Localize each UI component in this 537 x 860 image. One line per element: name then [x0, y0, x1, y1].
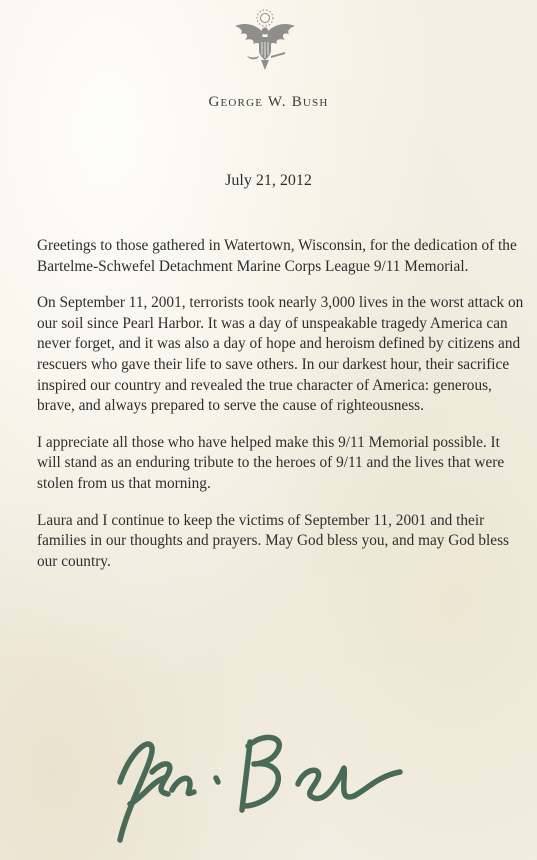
eagle-seal-icon: [227, 4, 303, 80]
signature-icon: [108, 712, 408, 852]
letter-date: July 21, 2012: [225, 172, 312, 189]
paragraph-closing: Laura and I continue to keep the victims of September 11, 2001 and their families in our thoughts and prayers. May God bless you, and may God bless our country.: [37, 511, 510, 570]
paragraph-greeting: Greetings to those gathered in Watertown, Wisconsin, for the dedication of the Bartelme-Schwefel Detachment Marine Corps League 9/11 Memorial.: [37, 237, 517, 275]
letter-body: [37, 236, 527, 588]
letterhead-name: George W. Bush: [208, 94, 329, 110]
paragraph-appreciation: I appreciate all those who have helped make this 9/11 Memorial possible. It will stand as an enduring tribute to the heroes of 9/11 and the lives that were stolen from us that morning.: [37, 433, 505, 492]
paragraph-remembrance: On September 11, 2001, terrorists took nearly 3,000 lives in the worst attack on our soil since Pearl Harbor. It was a day of unspeakable tragedy America can never forget, and it was also a day of hope and heroism defined by citizens and rescuers who gave their life to save others. In our darkest hour, their sacrifice inspired our country and revealed the true character of America: generous, brave, and always prepared to serve the cause of righteousness.: [37, 294, 524, 415]
